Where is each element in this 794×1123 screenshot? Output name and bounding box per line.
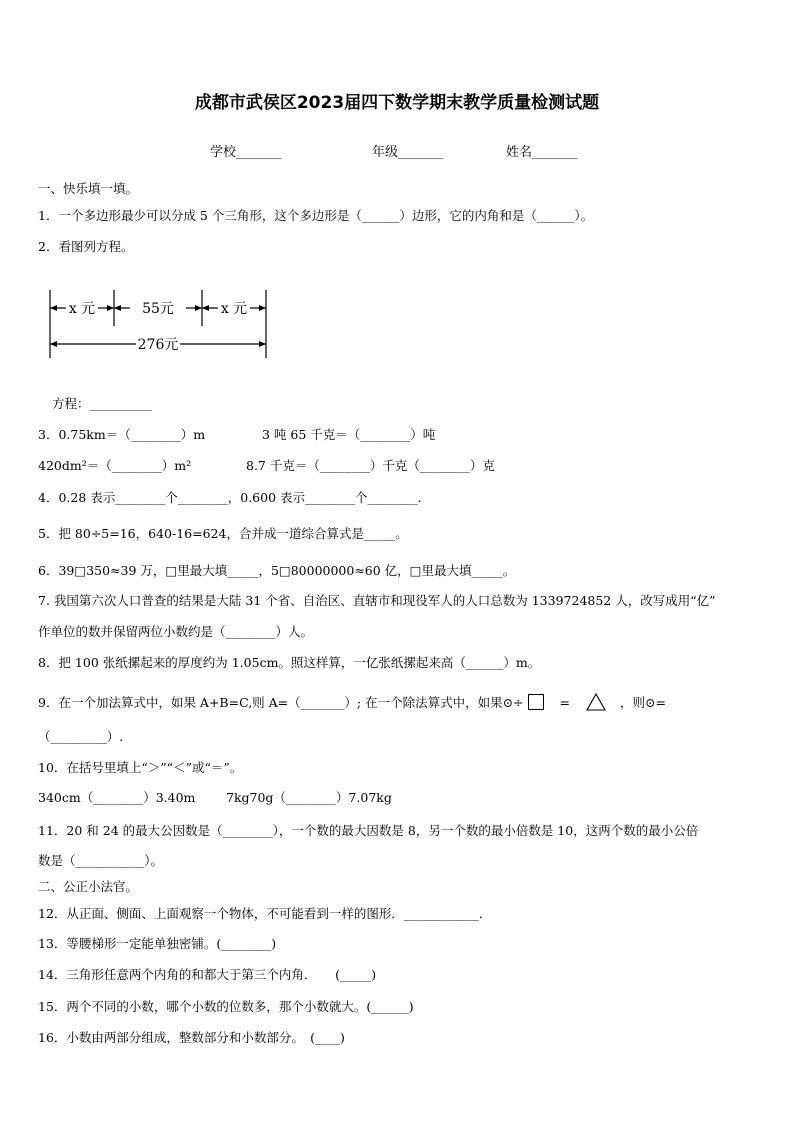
page-title: 成都市武侯区2023届四下数学期末教学质量检测试题	[194, 93, 600, 113]
question-10b: 7kg70g（________）7.07kg	[226, 790, 392, 805]
question-8: 8．把 100 张纸摞起来的厚度约为 1.05cm。照这样算，一亿张纸摞起来高（______）m。	[38, 655, 541, 670]
question-10: 10．在括号里填上“＞”“＜”或“＝”。	[38, 760, 243, 775]
diagram-label-total: 276元	[137, 337, 179, 353]
triangle-shape	[586, 693, 606, 711]
question-10a: 340cm（________）3.40m	[38, 790, 196, 805]
question-3c: 420dm²＝（________）m²	[38, 458, 192, 473]
question-15: 15．两个不同的小数，哪个小数的位数多，那个小数就大。(______)	[38, 999, 414, 1014]
section-2-heading: 二、公正小法官。	[38, 879, 139, 894]
question-14: 14．三角形任意两个内角的和都大于第三个内角． (_____)	[38, 967, 377, 982]
question-16: 16．小数由两部分组成，整数部分和小数部分。 (____)	[38, 1030, 345, 1045]
equation-answer-line: 方程：__________	[52, 396, 153, 411]
question-13: 13．等腰梯形一定能单独密铺。(________)	[38, 936, 277, 951]
question-1: 1．一个多边形最少可以分成 5 个三角形，这个多边形是（______）边形，它的内角和是（______）。	[38, 208, 594, 223]
question-3d: 8.7 千克＝（________）千克（________）克	[246, 458, 495, 473]
question-11-line-1: 11．20 和 24 的最大公因数是（________），一个数的最大因数是 8，另一个数的最小倍数是 10，这两个数的最小公倍	[38, 823, 699, 838]
question-9-line-2: （_________）.	[38, 729, 124, 744]
question-5: 5．把 80÷5=16，640-16=624，合并成一道综合算式是_____。	[38, 526, 408, 541]
question-6: 6．39□350≈39 万，□里最大填_____，5□80000000≈60 亿，□里最大填_____。	[38, 563, 516, 578]
question-4: 4．0.28 表示________个________，0.600 表示________个________.	[38, 490, 422, 505]
square-shape	[528, 694, 544, 710]
grade-field: 年级_______	[372, 145, 444, 160]
section-1-heading: 一、快乐填一填。	[38, 181, 139, 196]
school-field: 学校_______	[210, 145, 282, 160]
question-9-line-1	[38, 693, 666, 711]
name-field: 姓名_______	[506, 145, 578, 160]
equals-sign: =	[559, 695, 571, 710]
question-7-line-1: 7. 我国第六次人口普查的结果是大陆 31 个省、自治区、直辖市和现役军人的人口总数为 1339724852 人，改写成用“亿”	[38, 593, 716, 608]
diagram-label-x-right: x 元	[220, 301, 248, 317]
diagram-label-x-left: x 元	[68, 301, 96, 317]
question-3b: 3 吨 65 千克＝（________）吨	[262, 427, 436, 442]
question-3a: 3．0.75km＝（________）m	[38, 427, 206, 442]
equation-diagram	[44, 288, 276, 364]
question-2: 2．看图列方程。	[38, 239, 134, 254]
diagram-label-middle: 55元	[142, 301, 174, 317]
question-9-tail: ，则⊙=	[619, 695, 666, 710]
question-12: 12．从正面、侧面、上面观察一个物体，不可能看到一样的图形．____________．	[38, 906, 492, 921]
question-11-line-2: 数是（___________）。	[38, 853, 164, 868]
question-9-text: 9．在一个加法算式中，如果 A+B=C,则 A=（_______）; 在一个除法算式中，如果⊙÷	[38, 695, 524, 710]
question-7-line-2: 作单位的数并保留两位小数约是（________）人。	[38, 624, 314, 639]
